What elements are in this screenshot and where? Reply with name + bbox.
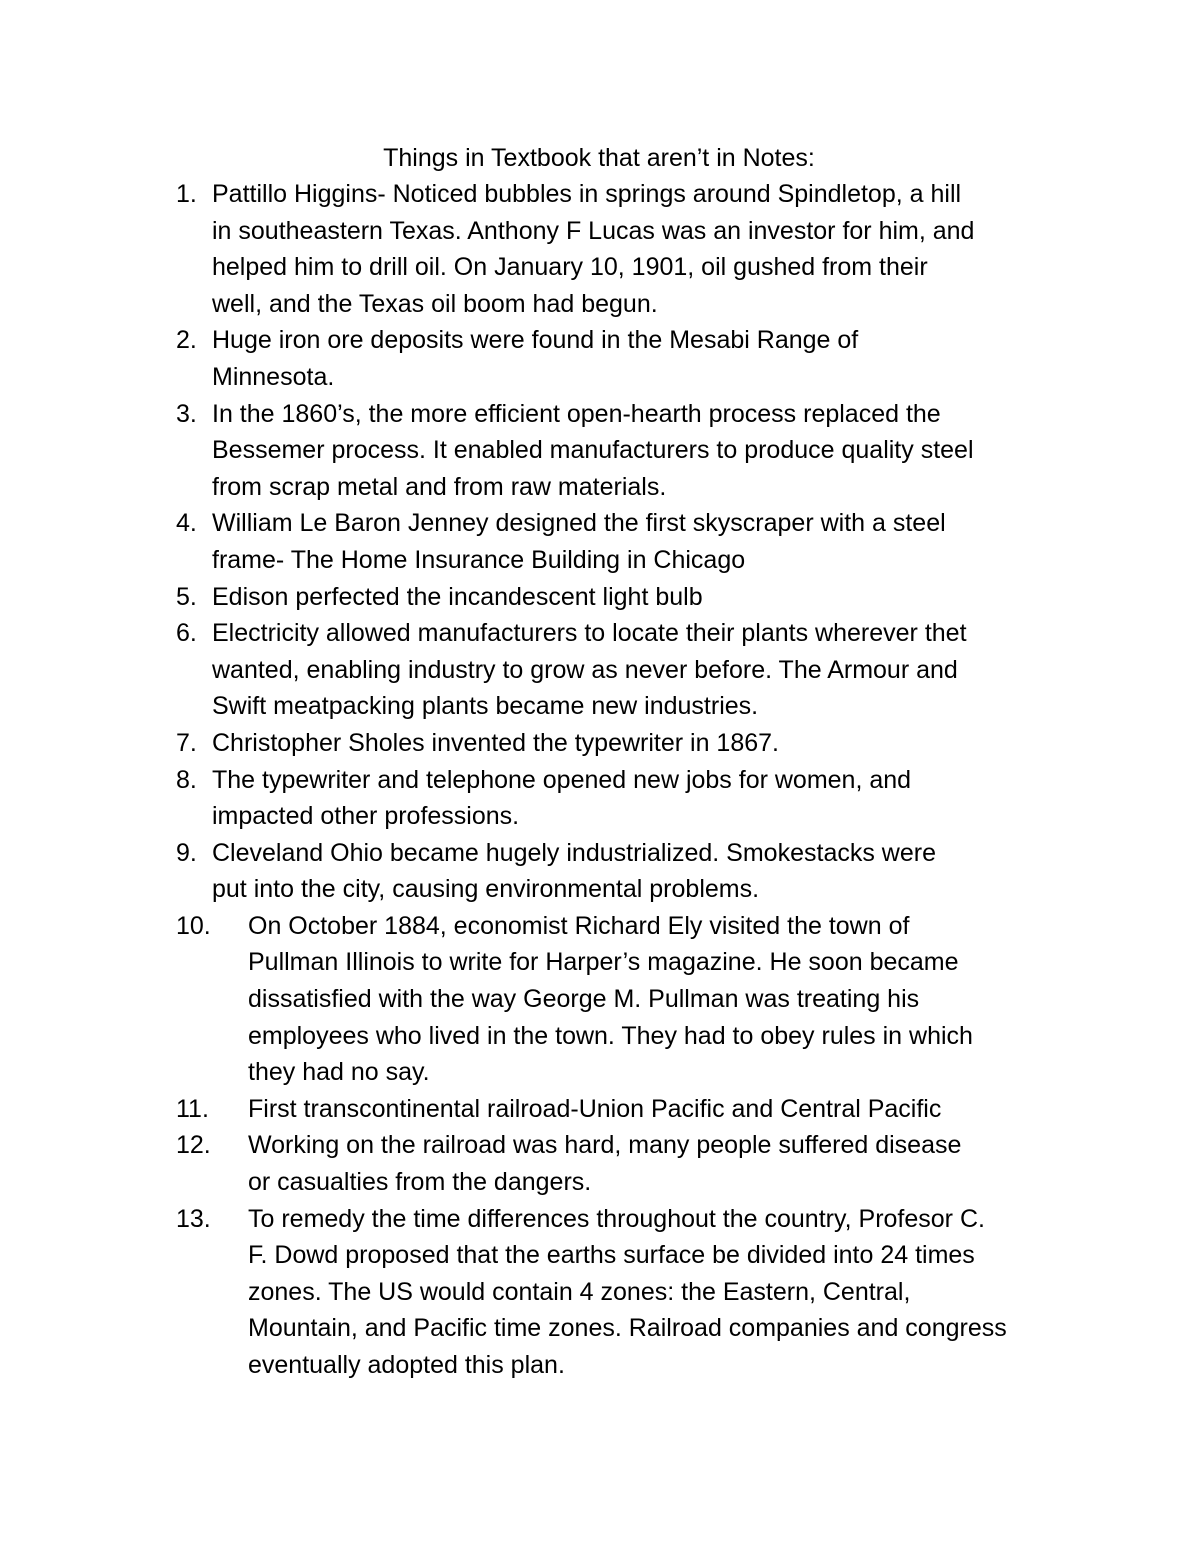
numbered-list — [0, 176, 1200, 1384]
list-item — [0, 579, 1200, 616]
list-item-number: 10. — [176, 911, 211, 940]
list-item — [0, 1127, 1200, 1200]
list-item-line: frame- The Home Insurance Building in Chicago — [212, 545, 746, 574]
list-item-text — [212, 835, 1070, 908]
list-item-line: To remedy the time differences throughout the country, Profesor C. — [248, 1204, 985, 1233]
list-item-text — [212, 1091, 1070, 1128]
list-item-line: Christopher Sholes invented the typewriter in 1867. — [212, 728, 779, 757]
list-item-line: Swift meatpacking plants became new industries. — [212, 692, 759, 721]
list-item-line: or casualties from the dangers. — [248, 1168, 592, 1197]
list-item-line: Edison perfected the incandescent light bulb — [212, 582, 703, 611]
list-item — [0, 725, 1200, 762]
list-item-line: Electricity allowed manufacturers to locate their plants wherever thet — [212, 619, 967, 648]
list-item-line: employees who lived in the town. They had to obey rules in which — [248, 1021, 973, 1050]
list-item-line: In the 1860’s, the more efficient open-hearth process replaced the — [212, 399, 941, 428]
list-item-text — [212, 176, 1070, 322]
list-item — [0, 1091, 1200, 1128]
list-item-line: First transcontinental railroad-Union Pacific and Central Pacific — [248, 1094, 942, 1123]
list-item-line: from scrap metal and from raw materials. — [212, 472, 667, 501]
document-title — [0, 140, 1200, 177]
list-item — [0, 176, 1200, 322]
list-item-line: The typewriter and telephone opened new jobs for women, and — [212, 765, 912, 794]
list-item-number: 13. — [176, 1204, 211, 1233]
list-item-text — [212, 579, 1070, 616]
list-item-text — [212, 725, 1070, 762]
list-item-line: put into the city, causing environmental problems. — [212, 875, 760, 904]
list-item-number: 9. — [176, 838, 197, 867]
list-item-line: helped him to drill oil. On January 10, 1901, oil gushed from their — [212, 253, 928, 282]
list-item-line: F. Dowd proposed that the earths surface be divided into 24 times — [248, 1241, 975, 1270]
list-item — [0, 1201, 1200, 1384]
list-item-text — [212, 1201, 1070, 1384]
list-item-line: in southeastern Texas. Anthony F Lucas was an investor for him, and — [212, 216, 975, 245]
list-item-number: 1. — [176, 180, 197, 208]
list-item-line: On October 1884, economist Richard Ely visited the town of — [248, 911, 910, 940]
list-item-line: wanted, enabling industry to grow as never before. The Armour and — [212, 655, 958, 684]
list-item-text — [212, 322, 1070, 395]
list-item-text — [212, 908, 1070, 1091]
list-item-text — [212, 1127, 1070, 1200]
list-item-text — [212, 505, 1070, 578]
list-item-line: dissatisfied with the way George M. Pullman was treating his — [248, 985, 920, 1014]
list-item-line: zones. The US would contain 4 zones: the Eastern, Central, — [248, 1277, 911, 1306]
list-item-number: 7. — [176, 728, 197, 757]
list-item-number: 12. — [176, 1131, 211, 1160]
list-item-number: 2. — [176, 326, 197, 355]
list-item-line: Minnesota. — [212, 362, 335, 391]
list-item-line: Pattillo Higgins- Noticed bubbles in springs around Spindletop, a hill — [212, 180, 962, 208]
list-item — [0, 322, 1200, 395]
list-item-line: Huge iron ore deposits were found in the Mesabi Range of — [212, 326, 859, 355]
list-item-line: William Le Baron Jenney designed the first skyscraper with a steel — [212, 509, 946, 538]
list-item-line: Bessemer process. It enabled manufacturers to produce quality steel — [212, 436, 974, 465]
list-item-text — [212, 396, 1070, 506]
document-title-text: Things in Textbook that aren’t in Notes: — [383, 144, 815, 172]
list-item — [0, 396, 1200, 506]
list-item-number: 4. — [176, 509, 197, 538]
list-item-number: 11. — [176, 1094, 209, 1123]
list-item-text — [212, 615, 1070, 725]
list-item-text — [212, 762, 1070, 835]
list-item-line: Working on the railroad was hard, many people suffered disease — [248, 1131, 962, 1160]
list-item-line: Cleveland Ohio became hugely industrialized. Smokestacks were — [212, 838, 936, 867]
list-item-number: 6. — [176, 619, 197, 648]
list-item-line: Pullman Illinois to write for Harper’s magazine. He soon became — [248, 948, 959, 977]
list-item-line: well, and the Texas oil boom had begun. — [212, 289, 658, 318]
list-item-line: impacted other professions. — [212, 802, 520, 831]
list-item — [0, 908, 1200, 1091]
list-item-line: they had no say. — [248, 1058, 430, 1087]
list-item — [0, 835, 1200, 908]
list-item — [0, 615, 1200, 725]
list-item-line: Mountain, and Pacific time zones. Railroad companies and congress — [248, 1314, 1007, 1343]
list-item-number: 3. — [176, 399, 197, 428]
list-item-line: eventually adopted this plan. — [248, 1351, 565, 1379]
list-item-number: 5. — [176, 582, 197, 611]
list-item — [0, 505, 1200, 578]
list-item-number: 8. — [176, 765, 197, 794]
list-item — [0, 762, 1200, 835]
